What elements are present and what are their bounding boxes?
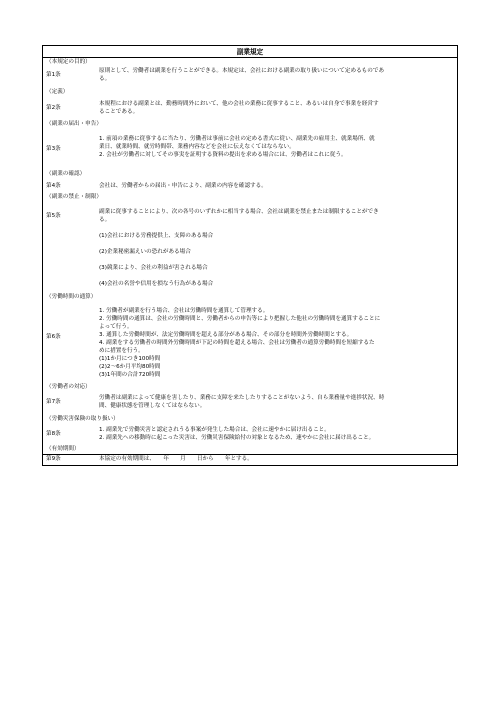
article-3-line: 1. 前項の業務に従事するに当たり、労働者は事前に会社の定める書式に従い、副業先の雇用主、就業場所、就: [99, 136, 375, 142]
section-heading-insurance: （労働災害保険の取り扱い）: [46, 416, 119, 422]
article-6-line: 4. 副業をする労働者の時間外労働時間が下記の時間を超える場合、会社は労働者の通算労働時間を短縮するた: [99, 340, 375, 346]
article-6-line: めに措置を行う。: [99, 348, 144, 354]
article-9-line: 本協定の有効期間は、 年 月 日から 年とする。: [99, 456, 253, 462]
article-8-line: 1. 副業先で労働災害と認定されうる事案が発生した場合は、会社に速やかに届け出ること。: [99, 427, 330, 433]
overtime-limit-item: (1)1か月につき100時間: [99, 356, 161, 362]
article-3-label: 第3条: [46, 146, 61, 152]
overtime-limit-item: (2)2～6か月平均80時間: [99, 364, 161, 370]
article-3-line: 業日、就業時間、就労時間帯、業務内容などを会社に伝えなくてはならない。: [99, 144, 295, 150]
restriction-item: (2)企業秘密漏えいの恐れがある場合: [99, 249, 191, 255]
article-4-label: 第4条: [46, 183, 61, 189]
article-5-line: る。: [99, 217, 111, 223]
restriction-item: (4)会社の名誉や信用を損なう行為がある場合: [99, 281, 214, 287]
bottom-divider: [43, 454, 457, 455]
article-8-label: 第8条: [46, 431, 61, 437]
document-title: 副業規定: [43, 46, 457, 58]
article-1-line: 原則として、労働者は副業を行うことができる。本規定は、会社における副業の取り扱いについて定めるものであ: [99, 68, 385, 74]
article-6-line: よって行う。: [99, 324, 133, 330]
article-5-line: 副業に従事することにより、次の各号のいずれかに相当する場合、会社は副業を禁止または制限することができ: [99, 209, 379, 215]
article-2-line: 本規程における副業とは、勤務時間外において、他の会社の業務に従事すること、あるいは自身で事業を経営す: [99, 101, 379, 107]
section-heading-confirmation: （副業の確認）: [46, 171, 86, 177]
section-heading-purpose: （本規定の目的）: [46, 59, 91, 65]
section-heading-working-hours: （労働時間の通算）: [46, 294, 97, 300]
article-7-line: 間、健康状態を管理しなくてはならない。: [99, 403, 206, 409]
article-6-line: 1. 労働者が副業を行う場合、会社は労働時間を通算して管理する。: [99, 308, 269, 314]
section-heading-definition: （定義）: [46, 89, 69, 95]
article-6-label: 第6条: [46, 334, 61, 340]
overtime-limit-item: (3)1年間の合計720時間: [99, 372, 161, 378]
article-9-label: 第9条: [46, 456, 61, 462]
section-heading-notification: （副業の届出・申告）: [46, 121, 102, 127]
article-6-line: 3. 通算した労働時間が、法定労働時間を超える部分がある場合、その部分を時間外労働時間とする。: [99, 332, 353, 338]
section-heading-worker-response: （労働者の対応）: [46, 384, 91, 390]
article-6-line: 2. 労働時間の通算は、会社の労働時間と、労働者からの申告等により把握した他社の労働時間を通算することに: [99, 316, 381, 322]
article-7-line: 労働者は副業によって健康を害したり、業務に支障を来たしたりすることがないよう、自ら業務量や進捗状況、時: [99, 395, 385, 401]
article-2-line: ることである。: [99, 109, 139, 115]
article-1-label: 第1条: [46, 72, 61, 78]
article-2-label: 第2条: [46, 105, 61, 111]
article-3-line: 2. 会社が労働者に対してその事実を証明する資料の提出を求める場合には、労働者はこれに従う。: [99, 152, 347, 158]
article-8-line: 2. 副業先への移動時に起こった災害は、労働災害保険給付の対象となるため、速やかに会社に届け出ること。: [99, 435, 375, 441]
article-5-label: 第5条: [46, 213, 61, 219]
article-1-line: る。: [99, 76, 111, 82]
section-heading-validity: （有効期間）: [46, 446, 80, 452]
section-heading-restriction: （副業の禁止・制限）: [46, 194, 102, 200]
restriction-item: (1)会社における労務提供上、支障のある場合: [99, 233, 214, 239]
restriction-item: (3)競業により、会社の利益が害される場合: [99, 265, 208, 271]
article-7-label: 第7条: [46, 399, 61, 405]
article-4-line: 会社は、労働者からの届出・申告により、副業の内容を確認する。: [99, 183, 267, 189]
regulation-sheet: [42, 45, 458, 466]
